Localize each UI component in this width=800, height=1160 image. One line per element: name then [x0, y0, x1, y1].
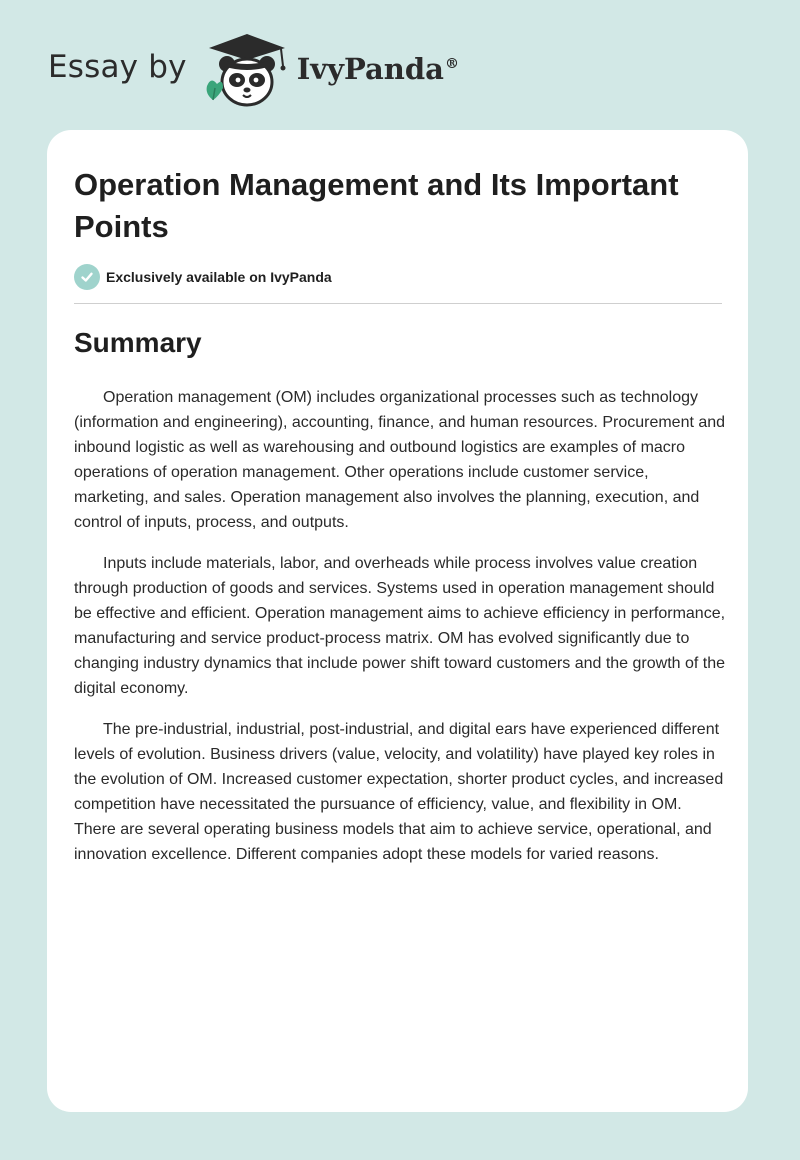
essay-card — [47, 130, 748, 1112]
essay-by-label: Essay by — [48, 49, 187, 85]
check-circle-icon — [74, 264, 100, 290]
paragraph: The pre-industrial, industrial, post-industrial, and digital ears have experienced different levels of evolution. Business drivers (value, velocity, and volatility) have played key roles in the evolution of OM. Increased customer expectation, shorter product cycles, and increased competition have necessitated the pursuance of efficiency, value, and flexibility in OM. There are several operating business models that aim to achieve service, operational, and innovation excellence. Different companies adopt these models for varied reasons. — [74, 721, 724, 863]
title-divider — [74, 303, 722, 304]
paragraph: Operation management (OM) includes organizational processes such as technology (information and engineering), accounting, finance, and human resources. Procurement and inbound logistic as well as warehousing and outbound logistics are examples of macro operations of operation management. Other operations include customer service, marketing, and sales. Operation management also involves the planning, execution, and control of inputs, process, and outputs. — [74, 389, 726, 531]
panda-graduate-logo-icon[interactable] — [201, 30, 293, 110]
exclusive-badge-label: Exclusively available on IvyPanda — [106, 269, 332, 285]
exclusive-badge — [74, 264, 332, 290]
essay-title: Operation Management and Its Important Points — [74, 167, 679, 244]
registered-mark: ® — [444, 56, 459, 73]
summary-body — [74, 385, 726, 883]
summary-heading: Summary — [74, 327, 202, 358]
brand-name[interactable]: IvyPanda® — [296, 52, 459, 86]
site-header — [48, 30, 459, 110]
paragraph: Inputs include materials, labor, and overheads while process involves value creation through production of goods and services. Systems used in operation management should be effective and efficient. Operation management aims to achieve efficiency in performance, manufacturing and service product-process matrix. OM has evolved significantly due to changing industry dynamics that include power shift toward customers and the growth of the digital economy. — [74, 555, 726, 697]
